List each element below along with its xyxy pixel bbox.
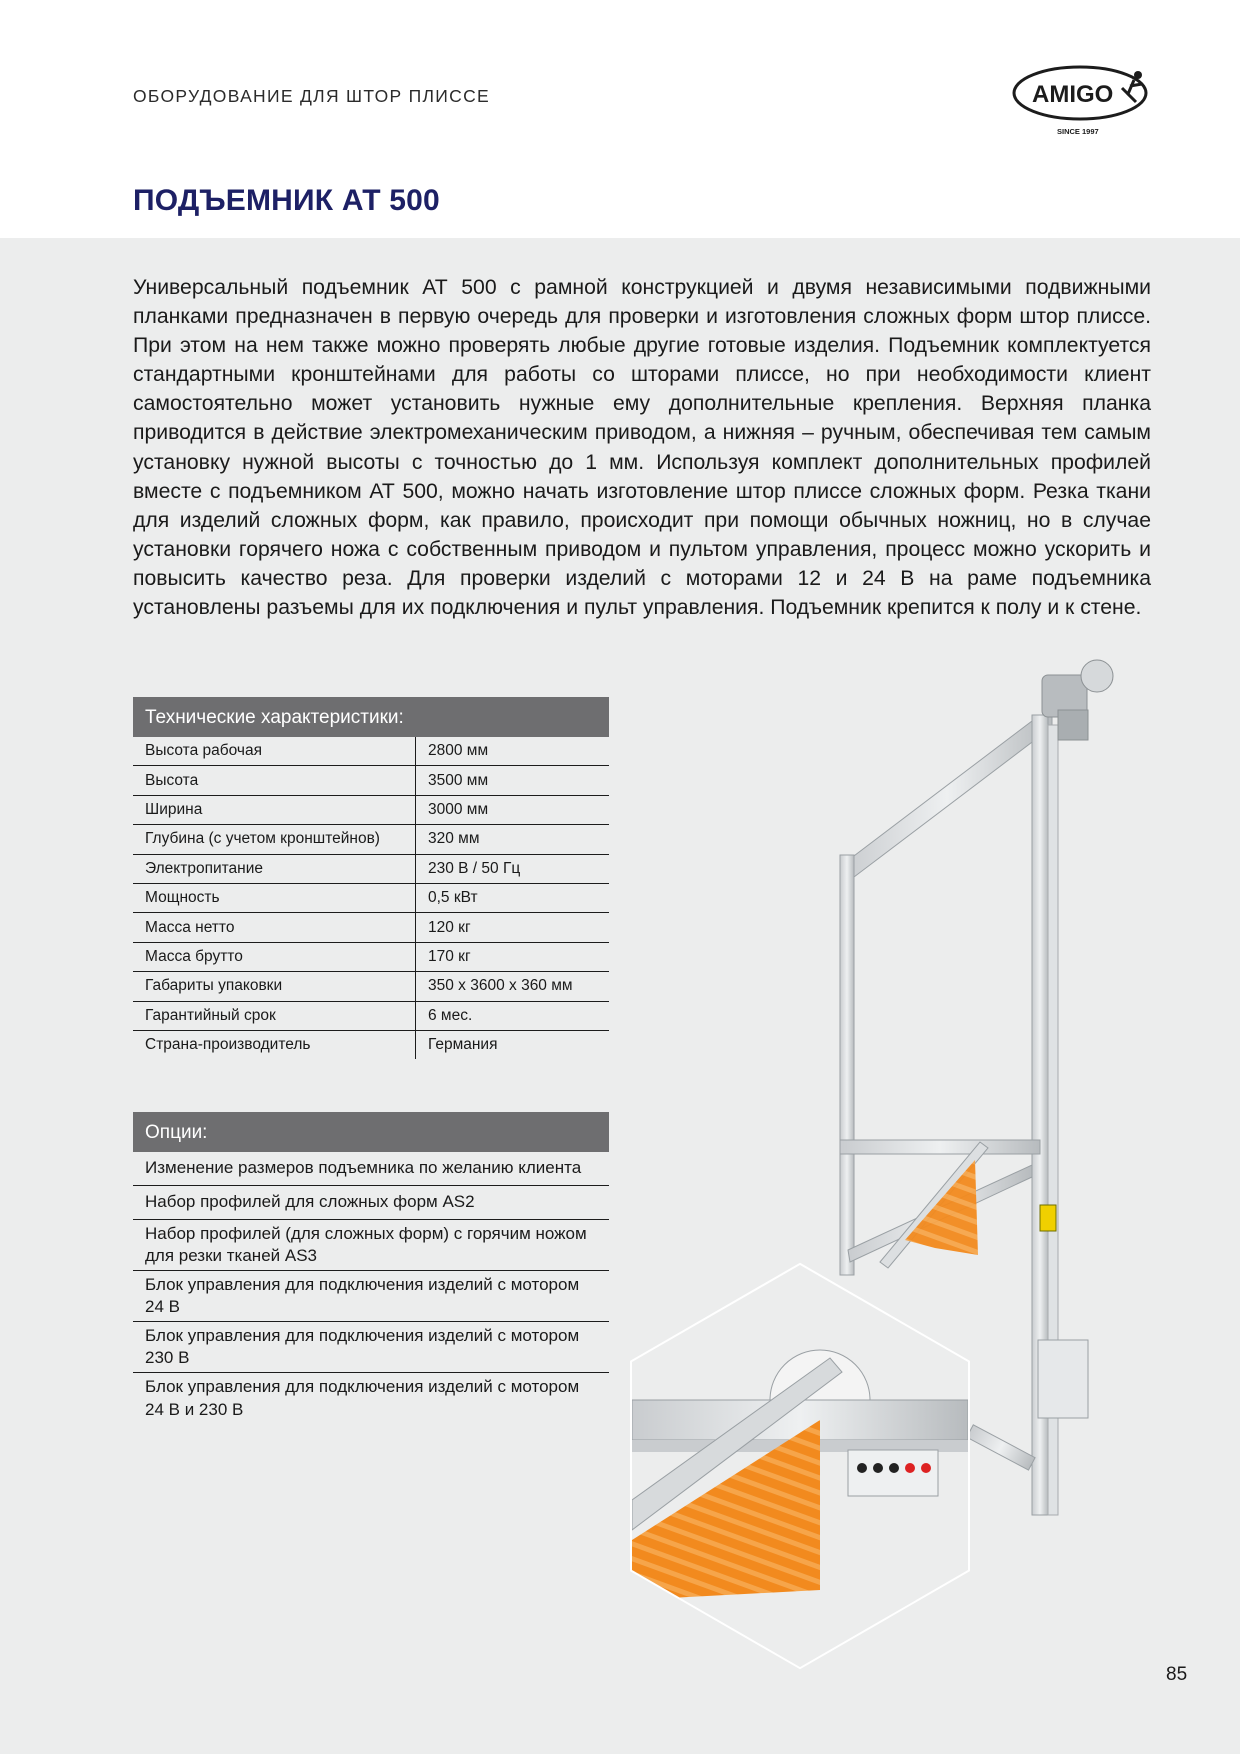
spec-row [133, 855, 609, 884]
options-header: Опции: [133, 1112, 609, 1152]
spec-value: 120 кг [428, 918, 471, 936]
product-photo [620, 655, 1140, 1675]
spec-value: 2800 мм [428, 742, 489, 760]
spec-value: 6 мес. [428, 1006, 473, 1024]
spec-label: Электропитание [133, 855, 416, 883]
specs-table [133, 697, 609, 1059]
spec-row [133, 825, 609, 854]
detail-inset [630, 1263, 970, 1670]
control-box [1038, 1340, 1088, 1418]
spec-label: Габариты упаковки [133, 972, 416, 1000]
spec-label: Мощность [133, 884, 416, 912]
spec-row [133, 766, 609, 795]
spec-row [133, 1031, 609, 1059]
spec-label: Гарантийный срок [133, 1002, 416, 1030]
option-item: Блок управления для подключения изделий с мотором 24 В [133, 1271, 609, 1322]
svg-text:AMIGO: AMIGO [1032, 81, 1114, 108]
spec-row [133, 943, 609, 972]
spec-value: 170 кг [428, 947, 471, 965]
spec-row [133, 972, 609, 1001]
spec-value: 0,5 кВт [428, 889, 478, 907]
specs-header: Технические характеристики: [133, 697, 609, 737]
spec-value: 320 мм [428, 830, 480, 848]
spec-value: 230 В / 50 Гц [428, 859, 521, 877]
intro-paragraph: Универсальный подъемник АТ 500 с рамной конструкцией и двумя независимыми подвижными планками предназначен в первую очередь для проверки и изготовления сложных форм штор плиссе. При этом на нем также можно проверять любые другие готовые изделия. Подъемник комплектуется стандартными кронштейнами для работы со шторами плиссе, но при необходимости клиент самостоятельно может установить нужные ему дополнительные крепления. Верхняя планка приводится в действие электромеханическим приводом, а нижняя – ручным, обеспечивая тем самым установку нужной высоты с точностью до 1 мм. Используя комплект дополнительных профилей вместе с подъемником АТ 500, можно начать изготовление штор плиссе сложных форм. Резка ткани для изделий сложных форм, как правило, происходит при помощи обычных ножниц, но в случае установки горячего ножа с собственным приводом и пультом управления, процесс можно ускорить и повысить качество реза. Для проверки изделий с моторами 12 и 24 В на раме подъемника установлены разъемы для их подключения и пульт управления. Подъемник крепится к полу и к стене. [133, 276, 1151, 620]
switch [1040, 1205, 1056, 1231]
spec-row [133, 913, 609, 942]
options-table [133, 1112, 609, 1424]
spec-row [133, 796, 609, 825]
option-item: Блок управления для подключения изделий с мотором 230 В [133, 1322, 609, 1373]
spec-row [133, 1002, 609, 1031]
page-title: ПОДЪЕМНИК АТ 500 [133, 184, 440, 217]
spec-row [133, 737, 609, 766]
spec-value: 350 x 3600 x 360 мм [428, 977, 573, 995]
page-number: 85 [1166, 1664, 1188, 1685]
spec-label: Масса нетто [133, 913, 416, 941]
spec-label: Глубина (с учетом кронштейнов) [133, 825, 416, 853]
section-label: ОБОРУДОВАНИЕ ДЛЯ ШТОР ПЛИССЕ [133, 86, 491, 106]
spec-value: 3000 мм [428, 800, 489, 818]
option-item: Изменение размеров подъемника по желанию клиента [133, 1152, 609, 1186]
option-item: Набор профилей (для сложных форм) с горячим ножом для резки тканей AS3 [133, 1220, 609, 1271]
option-item: Набор профилей для сложных форм AS2 [133, 1186, 609, 1220]
spec-row [133, 884, 609, 913]
spec-value: 3500 мм [428, 771, 489, 789]
spec-label: Высота рабочая [133, 737, 416, 765]
spec-label: Высота [133, 766, 416, 794]
option-item: Блок управления для подключения изделий с мотором 24 В и 230 В [145, 1377, 580, 1419]
spec-value: Германия [428, 1036, 498, 1054]
amigo-logo [1010, 58, 1154, 140]
svg-text:SINCE 1997: SINCE 1997 [1057, 127, 1099, 136]
spec-label: Масса брутто [133, 943, 416, 971]
spec-label: Страна-производитель [133, 1031, 416, 1059]
spec-label: Ширина [133, 796, 416, 824]
